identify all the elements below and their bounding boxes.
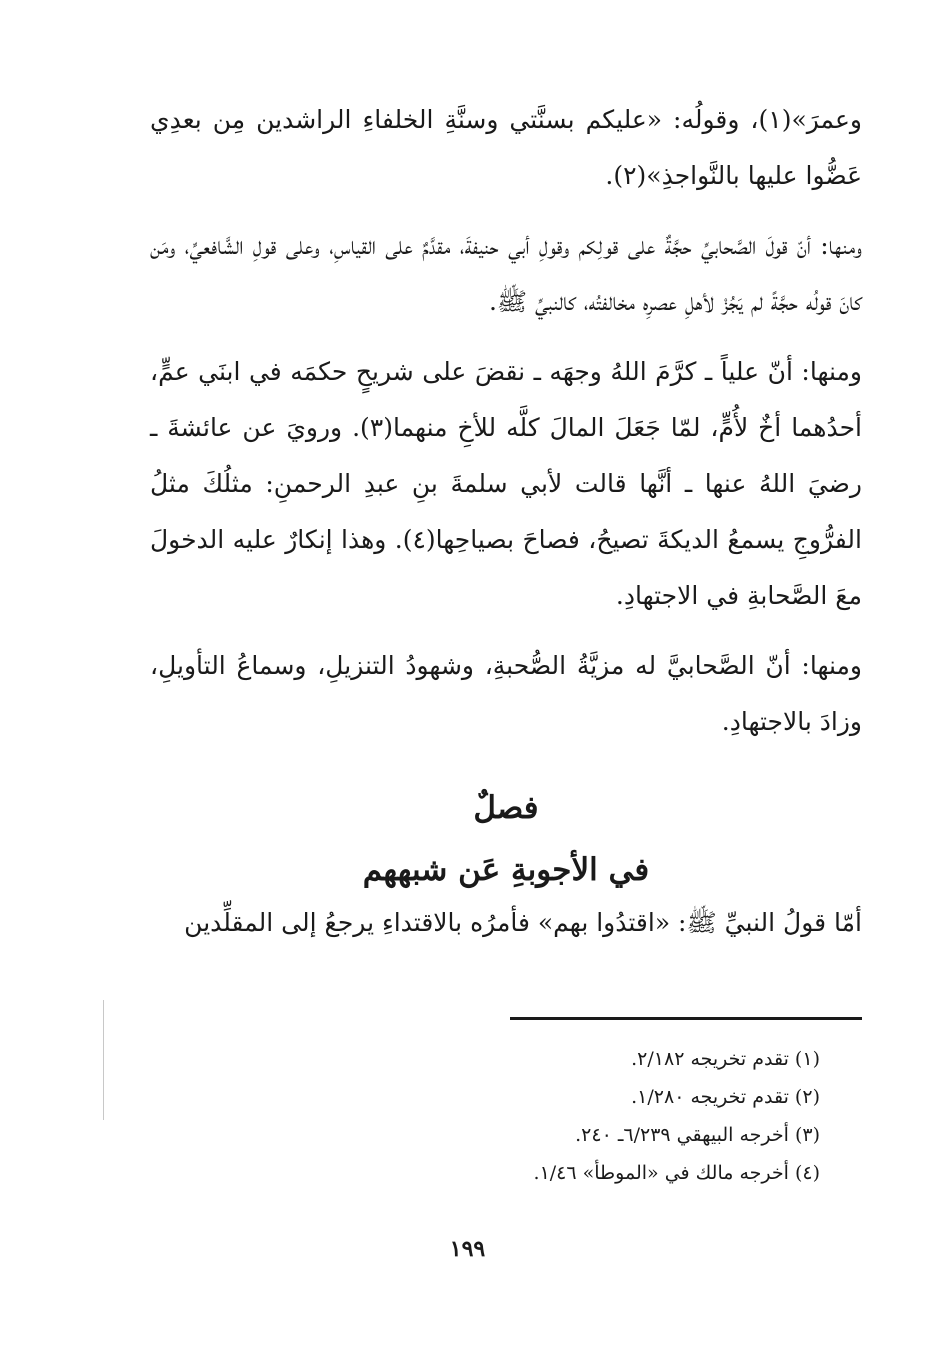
page-body [150,92,862,948]
paragraph-3: ومنها: أنّ علياً ـ كرَّمَ اللهُ وجهَه ـ نقضَ على شريحٍ حكمَه في ابنَي عمٍّ، أحدُهما أخٌ لأُمٍّ، لمّا جَعَلَ المالَ كلَّه للأخِ منهما(٣). ورويَ عن عائشةَ ـ رضيَ اللهُ عنها ـ أنَّها قالت لأبي سلمةَ بنِ عبدِ الرحمنِ: مثلُكَ مثلُ الفرُّوجِ يسمعُ الديكةَ تصيحُ، فصاحَ بصياحِها(٤). وهذا إنكارٌ عليه الدخولَ معَ الصَّحابةِ في الاجتهادِ. [150,357,862,610]
paragraph-1: وعمرَ»(١)، وقولُه: «عليكم بسنَّتي وسنَّةِ الخلفاءِ الراشدين مِن بعدِي عَضُّوا عليها بالنَّواجذِ»(٢). [150,105,862,190]
footnote-3: (٣) أخرجه البيهقي ٦/٢٣٩ـ ٢٤٠. [575,1124,820,1146]
footnote-4: (٤) أخرجه مالك في «الموطأ» ١/٤٦. [533,1162,820,1184]
section-subtitle: في الأجوبةِ عَن شبههم [362,852,650,888]
paragraph-4: ومنها: أنّ الصَّحابيَّ له مزيَّةُ الصُّحبةِ، وشهودُ التنزيلِ، وسماعُ التأويلِ، وزادَ بالاجتهادِ. [150,651,862,736]
section-heading [150,780,862,898]
footnote-divider [510,1017,862,1020]
scan-margin-line [103,1000,104,1120]
section-title: فصلٌ [473,790,539,826]
paragraph-5: أمّا قولُ النبيِّ ﷺ: «اقتدُوا بهم» فأمرُه بالاقتداءِ يرجعُ إلى المقلِّدين [184,908,862,937]
paragraph-2: ومنها: أنّ قولَ الصَّحابيِّ حجَّةٌ على قولِكم وقولِ أبي حنيفةَ، مقدَّمٌ على القياسِ، وعلى قولِ الشَّافعيِّ، ومَن كانَ قولُه حجَّةً لم يَجُزْ لأهلِ عصرِه مخالفتُه، كالنبيِّ ﷺ. [150,231,862,316]
footnotes [440,1040,820,1192]
footnote-1: (١) تقدم تخريجه ٢/١٨٢. [631,1048,820,1070]
page-number: ١٩٩ [449,1236,486,1262]
footnote-2: (٢) تقدم تخريجه ١/٢٨٠. [631,1086,820,1108]
